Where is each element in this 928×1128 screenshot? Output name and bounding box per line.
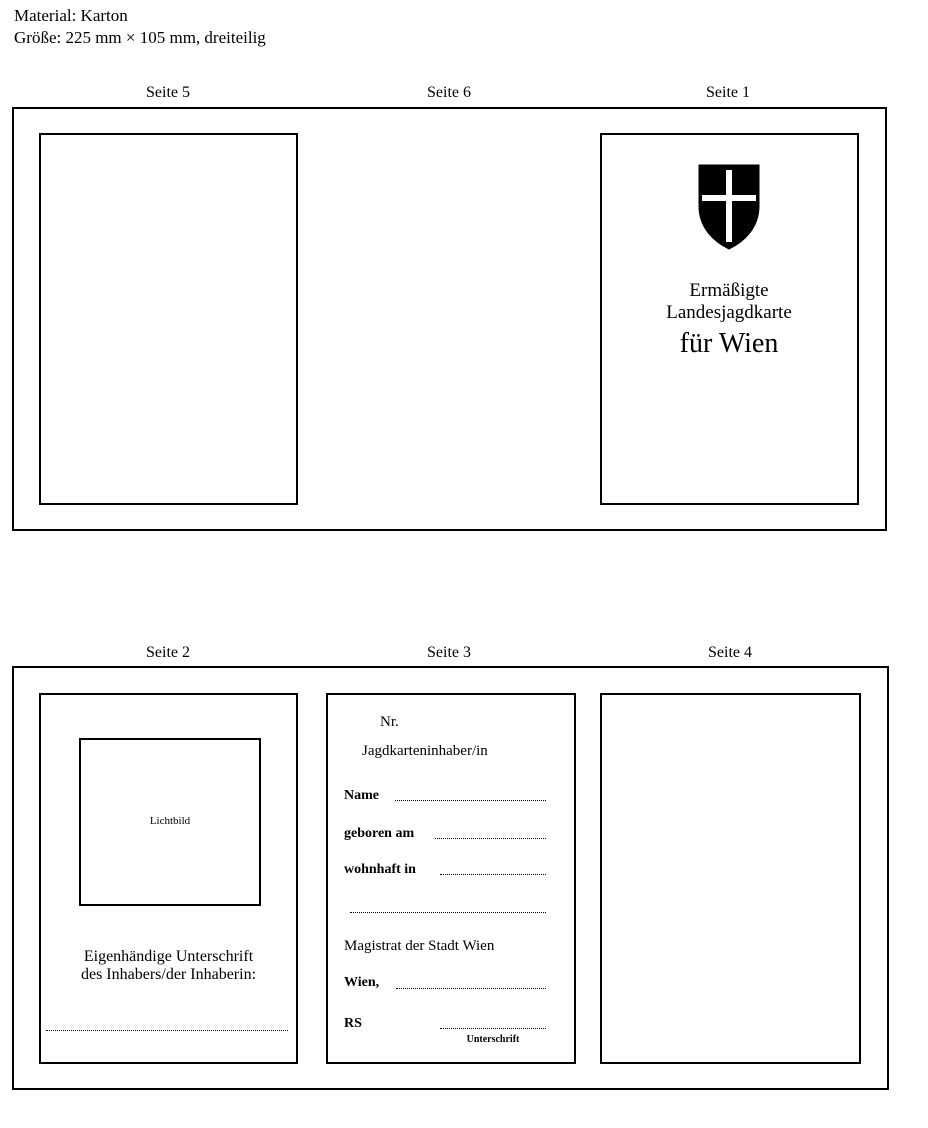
rs-label: RS	[344, 1016, 362, 1031]
born-dotted-line	[435, 838, 546, 839]
size-text: Größe: 225 mm × 105 mm, dreiteilig	[14, 28, 266, 47]
label-seite-3: Seite 3	[427, 644, 471, 661]
signature-dotted-line	[46, 1030, 288, 1031]
signature-label: Unterschrift	[466, 1034, 520, 1045]
cover-title-line-3: für Wien	[679, 328, 779, 359]
label-seite-5: Seite 5	[146, 84, 190, 101]
holder-label: Jagdkarteninhaber/in	[362, 743, 488, 759]
label-seite-2: Seite 2	[146, 644, 190, 661]
material-text: Material: Karton	[14, 6, 128, 25]
vienna-coat-of-arms-icon	[698, 164, 760, 250]
label-seite-1: Seite 1	[706, 84, 750, 101]
authority-label: Magistrat der Stadt Wien	[344, 938, 495, 954]
label-seite-4: Seite 4	[708, 644, 752, 661]
name-dotted-line	[395, 800, 546, 801]
cover-title-line-1: Ermäßigte	[689, 280, 769, 301]
residence-dotted-line	[440, 874, 546, 875]
name-label: Name	[344, 788, 379, 803]
place-dotted-line	[396, 988, 546, 989]
residence-dotted-line-2	[350, 912, 546, 913]
residence-label: wohnhaft in	[344, 862, 416, 877]
place-label: Wien,	[344, 975, 380, 990]
born-label: geboren am	[344, 826, 415, 841]
page-4-panel	[600, 693, 861, 1064]
label-seite-6: Seite 6	[427, 84, 471, 101]
page-5-panel	[39, 133, 298, 505]
photo-label: Lichtbild	[149, 815, 191, 827]
signature-line-page-3	[440, 1028, 546, 1029]
signature-caption-line-1: Eigenhändige Unterschrift	[83, 948, 254, 965]
cover-title-line-2: Landesjagdkarte	[666, 302, 792, 323]
number-label: Nr.	[380, 714, 399, 730]
signature-caption-line-2: des Inhabers/der Inhaberin:	[80, 966, 257, 983]
